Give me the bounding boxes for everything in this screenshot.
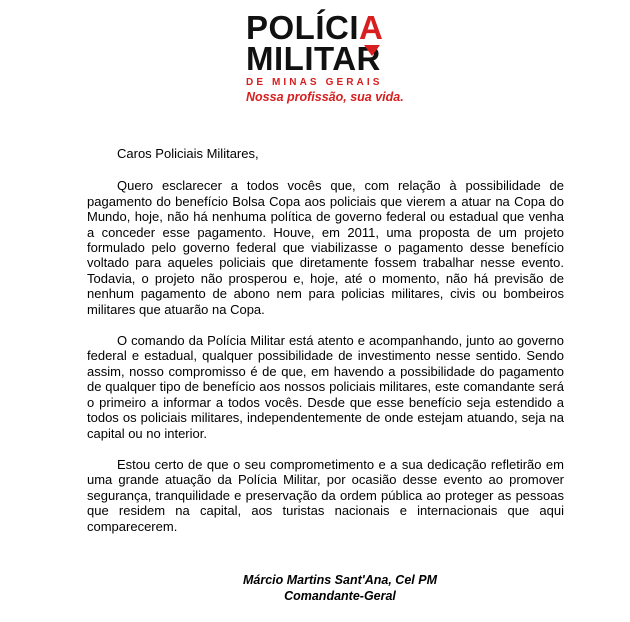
signature-title: Comandante-Geral	[284, 588, 396, 603]
logo-subtitle: DE MINAS GERAIS	[246, 77, 383, 88]
logo-line-militar	[246, 40, 416, 77]
policia-militar-logo	[246, 9, 416, 104]
logo-word-policia: POLÍCI	[246, 9, 360, 46]
signature-name: Márcio Martins Sant'Ana, Cel PM	[243, 573, 437, 587]
letter-salutation: Caros Policiais Militares,	[117, 146, 259, 161]
letter-paragraph-3: Estou certo de que o seu comprometimento e a sua dedicação refletirão em uma grande atuação da Polícia Militar, por ocasião desse evento ao promover segurança, tranquilidade e preservação da ordem pública ao proteger as pessoas que residem na capital, aos turistas nacionais e internacionais que aqui comparecerem.	[87, 456, 564, 534]
logo-accent-letter: A	[359, 9, 384, 46]
letter-paragraph-1: Quero esclarecer a todos vocês que, com relação à possibilidade de pagamento do benefício Bolsa Copa aos policiais que vierem a atuar na Copa do Mundo, hoje, não há nenhuma política de governo federal ou estadual que venha a conceder esse pagamento. Houve, em 2011, uma proposta de um projeto formulado pelo governo federal que viabilizasse o pagamento desse benefício voltado para aqueles policiais que diretamente fossem trabalhar nesse evento. Todavia, o projeto não prosperou e, hoje, até o momento, não há previsão de nenhum pagamento de abono nem para policias militares, civis ou bombeiros militares que atuarão na Copa.	[87, 178, 564, 317]
letter-paragraph-2: O comando da Polícia Militar está atento e acompanhando, junto ao governo federal e estadual, qualquer possibilidade de investimento nesse sentido. Sendo assim, nosso compromisso é de que, em havendo a possibilidade do pagamento de qualquer tipo de benefício aos nossos policiais militares, este comandante será o primeiro a informar a todos vocês. Desde que esse benefício seja estendido a todos os policiais militares, independentemente de onde estejam atuando, seja na capital ou no interior.	[87, 333, 564, 441]
logo-word-militar: MILITAR	[246, 40, 381, 77]
logo-slogan: Nossa profissão, sua vida.	[246, 90, 404, 104]
logo-red-triangle-icon	[364, 45, 380, 56]
letter-body	[87, 146, 564, 550]
logo-line-policia	[246, 9, 416, 46]
signature-block	[190, 573, 490, 604]
